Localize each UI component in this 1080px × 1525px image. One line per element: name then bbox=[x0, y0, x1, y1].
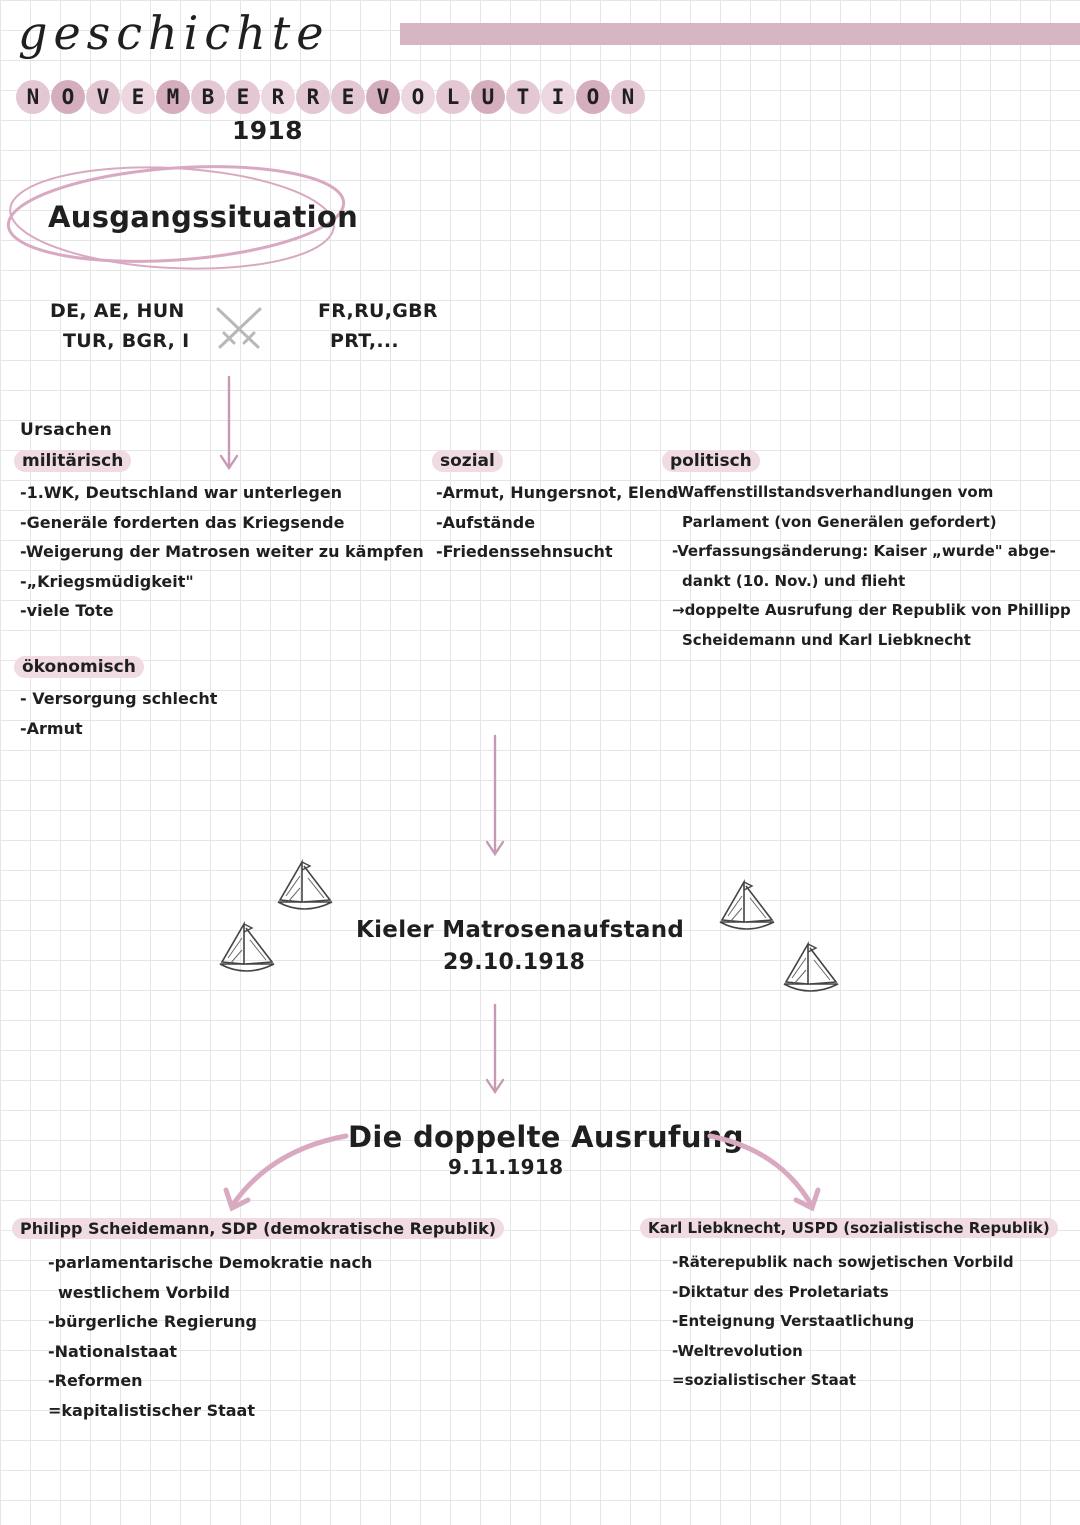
title-letter: U bbox=[471, 80, 505, 114]
list-item: -Aufstände bbox=[436, 512, 536, 532]
title-letter: O bbox=[576, 80, 610, 114]
title-letter: E bbox=[121, 80, 155, 114]
tag-sozial: sozial bbox=[432, 450, 503, 472]
list-item: -Armut, Hungersnot, Elend bbox=[436, 483, 678, 502]
entente-line1: FR,RU,GBR bbox=[318, 300, 438, 322]
tag-liebknecht: Karl Liebknecht, USPD (sozialistische Republik) bbox=[640, 1218, 1058, 1238]
title-letter: T bbox=[506, 80, 540, 114]
entente-line2: PRT,... bbox=[330, 330, 399, 352]
list-item: -Armut bbox=[20, 718, 83, 738]
list-item: Parlament (von Generälen gefordert) bbox=[682, 512, 997, 531]
arrow-causes bbox=[221, 377, 237, 468]
arrow-to-ausrufung bbox=[487, 1005, 503, 1092]
title-letter: L bbox=[436, 80, 470, 114]
central-powers-line1: DE, AE, HUN bbox=[50, 300, 185, 322]
title-letter: R bbox=[296, 80, 330, 114]
ausrufung-date: 9.11.1918 bbox=[448, 1155, 564, 1179]
title-letter: R bbox=[261, 80, 295, 114]
title-letter: V bbox=[366, 80, 400, 114]
title-letter: N bbox=[611, 80, 645, 114]
section-title-ausgangssituation: Ausgangssituation bbox=[48, 200, 359, 234]
title-letter: I bbox=[541, 80, 575, 114]
sailboat-icon bbox=[278, 862, 332, 909]
title-letter: M bbox=[156, 80, 190, 114]
sailboat-icon bbox=[220, 924, 274, 971]
list-item: -Generäle forderten das Kriegsende bbox=[20, 512, 345, 532]
list-item: - Versorgung schlecht bbox=[20, 689, 218, 708]
arrow-to-scheidemann bbox=[226, 1136, 346, 1208]
title-letter: E bbox=[331, 80, 365, 114]
title-letter: O bbox=[51, 80, 85, 114]
list-item: →doppelte Ausrufung der Republik von Phillipp bbox=[672, 601, 1071, 620]
kiel-title: Kieler Matrosenaufstand bbox=[356, 917, 685, 943]
list-item: -bürgerliche Regierung bbox=[48, 1312, 257, 1332]
list-item: westlichem Vorbild bbox=[58, 1282, 231, 1302]
tag-scheidemann: Philipp Scheidemann, SDP (demokratische Republik) bbox=[12, 1218, 504, 1239]
list-item: -Verfassungsänderung: Kaiser „wurde" abge- bbox=[672, 542, 1056, 561]
sailboat-icon bbox=[784, 944, 838, 991]
title-letter: V bbox=[86, 80, 120, 114]
title-letter: B bbox=[191, 80, 225, 114]
list-item: Scheidemann und Karl Liebknecht bbox=[682, 630, 971, 649]
tag-militarisch: militärisch bbox=[14, 450, 131, 472]
ausrufung-title: Die doppelte Ausrufung bbox=[348, 1120, 744, 1154]
title-letter: N bbox=[16, 80, 50, 114]
tag-politisch: politisch bbox=[662, 450, 760, 472]
list-item: -Räterepublik nach sowjetischen Vorbild bbox=[672, 1253, 1014, 1271]
list-item: -Reformen bbox=[48, 1371, 143, 1391]
list-item: -Diktatur des Proletariats bbox=[672, 1282, 889, 1301]
list-item: -Weltrevolution bbox=[672, 1341, 803, 1360]
kiel-date: 29.10.1918 bbox=[443, 950, 586, 975]
list-item: -1.WK, Deutschland war unterlegen bbox=[20, 483, 343, 502]
list-item: dankt (10. Nov.) und flieht bbox=[682, 571, 906, 590]
arrow-to-liebknecht bbox=[710, 1136, 818, 1208]
arrow-to-kiel bbox=[487, 736, 503, 854]
title-letter: E bbox=[226, 80, 260, 114]
list-item: -parlamentarische Demokratie nach bbox=[48, 1253, 373, 1272]
list-item: -„Kriegsmüdigkeit" bbox=[20, 571, 194, 591]
list-item: -Weigerung der Matrosen weiter zu kämpfen bbox=[20, 542, 424, 562]
central-powers-line2: TUR, BGR, I bbox=[63, 330, 190, 352]
title-letter: O bbox=[401, 80, 435, 114]
title-year: 1918 bbox=[232, 116, 303, 145]
list-item: -viele Tote bbox=[20, 601, 114, 621]
list-item: -Nationalstaat bbox=[48, 1341, 178, 1361]
tag-okonomisch: ökonomisch bbox=[14, 656, 144, 678]
list-item: =kapitalistischer Staat bbox=[48, 1400, 255, 1420]
list-item: -Enteignung Verstaatlichung bbox=[672, 1312, 915, 1331]
causes-label: Ursachen bbox=[20, 420, 112, 440]
sailboat-icon bbox=[720, 882, 774, 929]
subject-heading: geschichte bbox=[18, 6, 330, 60]
list-item: -Waffenstillstandsverhandlungen vom bbox=[672, 483, 994, 501]
list-item: -Friedenssehnsucht bbox=[436, 542, 613, 562]
list-item: =sozialistischer Staat bbox=[672, 1371, 856, 1390]
